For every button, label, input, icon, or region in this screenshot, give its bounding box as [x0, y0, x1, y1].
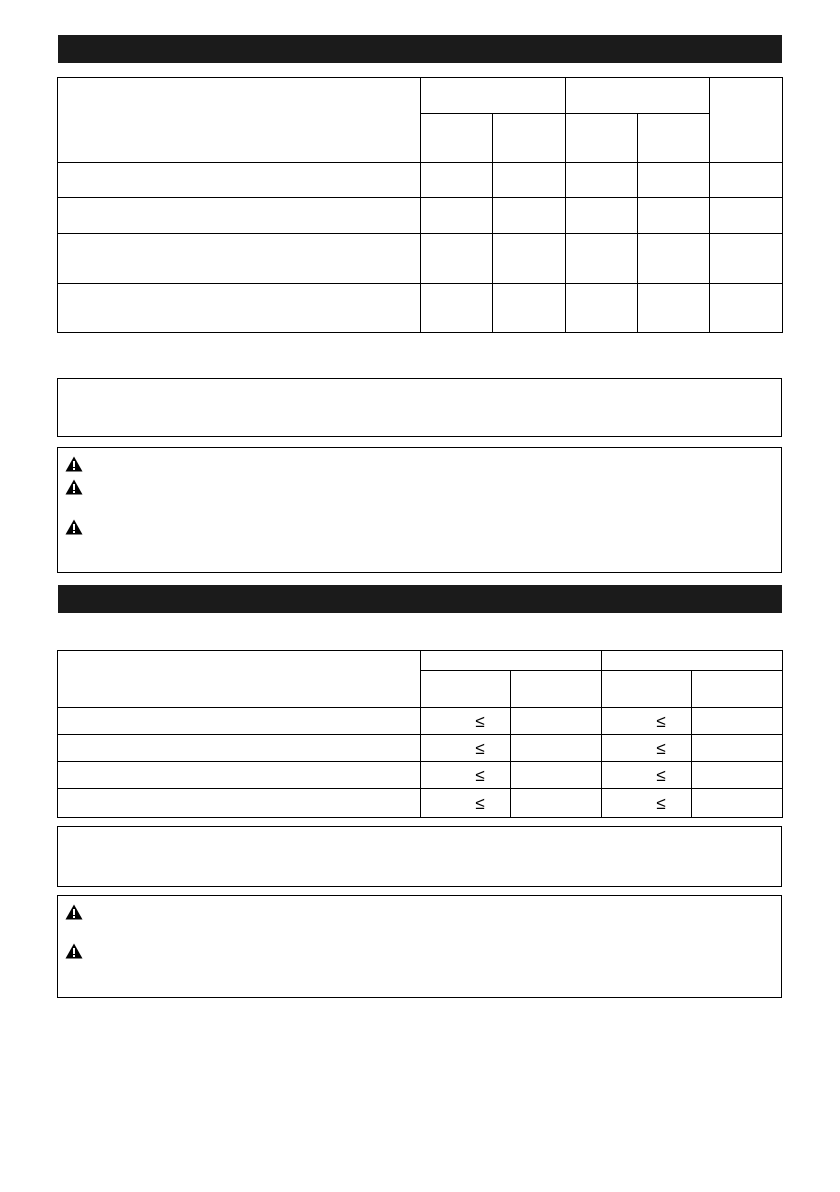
section-header-bar-2	[58, 585, 782, 613]
table1-header-single	[709, 77, 783, 163]
note-box-2	[57, 826, 782, 887]
table2-subheader-b2	[691, 670, 783, 708]
table1-row1-label	[57, 162, 421, 198]
le-symbol: ≤	[656, 766, 666, 785]
table1-row3-label	[57, 233, 421, 284]
table1-subheader-b1	[565, 113, 638, 163]
table1-header-group-b	[565, 77, 710, 114]
table1-row3-c2	[492, 233, 566, 284]
table1-row4-label	[57, 283, 421, 333]
table2-header-label-cell	[57, 650, 421, 708]
le-symbol: ≤	[475, 766, 485, 785]
le-symbol: ≤	[656, 712, 666, 731]
table2-header-group-a	[420, 650, 602, 671]
table1-row2-c4	[637, 197, 710, 234]
table2-header-group-b	[601, 650, 783, 671]
table1-row3-c3	[565, 233, 638, 284]
table1-row1-c2	[492, 162, 566, 198]
le-symbol: ≤	[475, 712, 485, 731]
table1-header-group-a	[420, 77, 566, 114]
section-header-bar-1	[58, 35, 782, 63]
table1-row2-c2	[492, 197, 566, 234]
le-symbol: ≤	[475, 794, 485, 813]
table1-row1-c5	[709, 162, 783, 198]
table2-row1-label	[57, 707, 421, 735]
table2-row4-label	[57, 788, 421, 818]
table1-row4-c3	[565, 283, 638, 333]
warning-triangle-icon	[65, 943, 83, 959]
warning-triangle-icon	[65, 456, 83, 472]
table1-row4-c5	[709, 283, 783, 333]
table1-row1-c4	[637, 162, 710, 198]
le-symbol: ≤	[656, 739, 666, 758]
table2-subheader-b1	[601, 670, 692, 708]
table2-row2-label	[57, 734, 421, 762]
table1-header-label-cell	[57, 77, 421, 163]
table1-row3-c4	[637, 233, 710, 284]
table1-subheader-a2	[492, 113, 566, 163]
table1-row3-c1	[420, 233, 493, 284]
table1-row4-c4	[637, 283, 710, 333]
table1-row1-c1	[420, 162, 493, 198]
table1-row2-c3	[565, 197, 638, 234]
table2-subheader-a1	[420, 670, 511, 708]
table1-row2-c1	[420, 197, 493, 234]
table2-subheader-a2	[510, 670, 602, 708]
warning-box-1	[57, 447, 782, 573]
le-symbol: ≤	[475, 739, 485, 758]
table2-row3-label	[57, 761, 421, 789]
warning-triangle-icon	[65, 904, 83, 920]
table1-row1-c3	[565, 162, 638, 198]
table1-row3-c5	[709, 233, 783, 284]
table1-subheader-b2	[637, 113, 710, 163]
warning-triangle-icon	[65, 479, 83, 495]
specifications-table-2	[57, 650, 783, 818]
le-symbol: ≤	[656, 794, 666, 813]
table1-subheader-a1	[420, 113, 493, 163]
table1-row4-c2	[492, 283, 566, 333]
specifications-table-1	[57, 77, 783, 333]
table1-row2-c5	[709, 197, 783, 234]
note-box-1	[57, 378, 782, 437]
warning-box-2	[57, 895, 782, 998]
warning-triangle-icon	[65, 519, 83, 535]
table1-row2-label	[57, 197, 421, 234]
table1-row4-c1	[420, 283, 493, 333]
